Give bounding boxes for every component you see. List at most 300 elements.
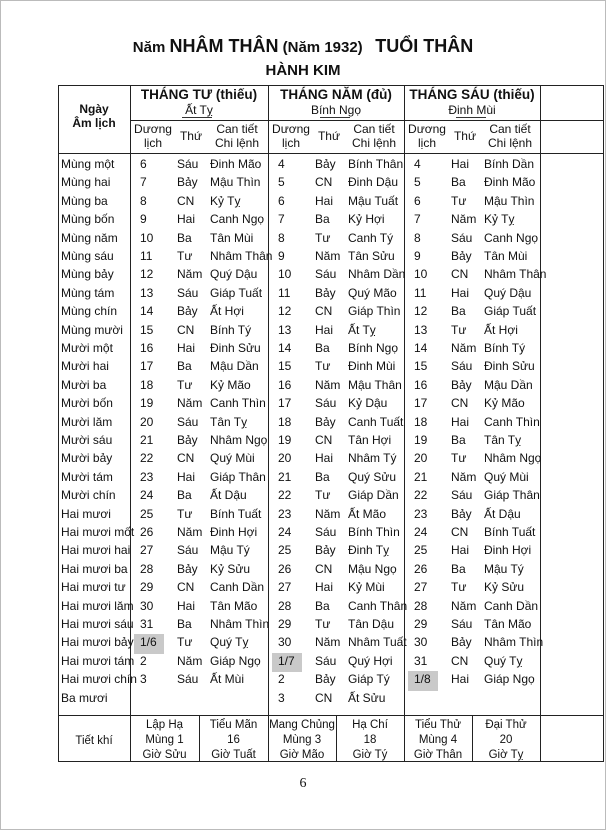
tietkhi-item: Giờ Sửu [142,749,187,761]
cell-can-chi: Mậu Dần [210,359,259,374]
cell-can-chi: Ất Mùi [210,672,245,687]
cell-can-chi: Mậu Ngọ [348,561,397,576]
cell-can-chi: Giáp Thân [210,469,266,484]
cell-can-chi: Quý Tỵ [484,653,523,668]
subheader-can-tiet: Can tiết [489,122,531,136]
cell-can-chi: Nhâm Thìn [210,617,270,631]
cell-can-chi: Đinh Mùi [348,359,396,374]
cell-thu: CN [451,267,469,282]
cell-can-chi: Đinh Hợi [210,525,258,539]
cell-duong-lich: 29 [278,617,292,631]
cell-duong-lich: 13 [414,322,428,337]
cell-thu: Sáu [451,488,473,503]
cell-thu: Tư [177,249,193,263]
cell-can-chi: Mậu Dần [484,377,533,392]
cell-duong-lich: 5 [414,175,421,190]
cell-can-chi: Canh Thân [348,598,408,613]
cell-can-chi: Kỷ Hợi [348,212,385,227]
row-day-label: Mùng ba [61,193,108,208]
cell-duong-lich: 2 [278,672,285,687]
cell-can-chi: Canh Ngọ [210,212,265,227]
cell-can-chi: Bính Tý [484,341,526,355]
cell-thu: Sáu [315,653,337,668]
cell-can-chi: Quý Mùi [210,451,255,466]
cell-duong-lich: 31 [414,653,428,668]
tietkhi-item: Hạ Chí [352,719,388,731]
cell-can-chi: Đinh Hợi [484,543,532,558]
tietkhi-item: Mang Chủng [269,719,335,731]
cell-duong-lich: 22 [140,451,154,466]
cell-duong-lich: 16 [278,377,292,392]
cell-duong-lich: 21 [414,469,428,484]
cell-thu: Bảy [315,414,336,429]
cell-duong-lich: 6 [140,157,147,171]
cell-thu: Năm [315,635,341,650]
cell-can-chi: Kỷ Sửu [210,561,251,576]
cell-duong-lich: 11 [414,285,427,300]
tietkhi-item: Giờ Tuất [211,749,256,761]
month-can-chi: Đinh Mùi [448,103,496,117]
cell-can-chi: Mậu Tý [210,543,250,558]
cell-thu: Năm [451,598,477,613]
row-day-label: Mùng tám [61,285,115,300]
month-title: THÁNG SÁU (thiếu) [409,87,535,102]
cell-thu: Bảy [315,672,336,687]
cell-duong-lich: 6 [278,193,285,208]
tietkhi-label: Tiết khí [75,735,113,747]
tietkhi-item: Giờ Mão [279,749,325,761]
table-vline [268,85,269,762]
cell-can-chi: Giáp Tuất [210,285,263,300]
cell-can-chi: Kỷ Mùi [348,580,385,595]
cell-thu: Ba [451,561,466,576]
cell-thu: Ba [451,175,466,190]
cell-duong-lich: 7 [414,212,421,227]
cell-duong-lich: 9 [278,249,285,263]
cell-can-chi: Canh Dần [210,580,265,595]
cell-can-chi: Quý Mão [348,285,397,300]
cell-can-chi: Tân Mùi [210,230,254,245]
cell-duong-lich: 26 [414,561,428,576]
subheader-can-tiet: Can tiết [353,122,395,136]
tietkhi-item: Giờ Tỵ [488,749,524,761]
cell-duong-lich: 16 [414,377,428,392]
tietkhi-item: Giờ Thân [413,749,463,761]
subheader-chi-lenh: Chi lệnh [487,136,533,150]
cell-duong-lich: 18 [140,377,154,392]
cell-duong-lich: 11 [140,249,153,263]
tietkhi-item: Tiểu Mãn [209,719,258,731]
cell-duong-lich: 17 [140,359,154,374]
cell-thu: Bảy [177,561,198,576]
cell-duong-lich: 19 [278,433,292,447]
cell-thu: Năm [451,341,477,355]
cell-can-chi: Tân Hợi [348,433,392,447]
cell-thu: Hai [315,193,334,208]
tietkhi-item: 20 [499,734,513,746]
cell-thu: Bảy [451,506,472,521]
row-day-label: Mười bốn [61,396,113,411]
cell-duong-lich: 24 [140,488,154,503]
cell-duong-lich: 12 [414,304,428,319]
cell-duong-lich: 17 [278,396,292,411]
cell-thu: Sáu [315,396,337,411]
cell-duong-lich: 1/8 [414,672,431,687]
cell-duong-lich: 4 [278,157,285,171]
cell-duong-lich: 6 [414,193,421,208]
title-tuoi: TUỔI THÂN [375,36,474,56]
cell-can-chi: Giáp Thìn [348,304,401,319]
subheader-thu: Thứ [179,129,203,143]
cell-thu: Sáu [451,359,473,374]
cell-thu: CN [451,653,469,668]
row-day-label: Mùng chín [61,304,118,319]
cell-duong-lich: 8 [278,230,285,245]
row-day-label: Hai mươi tám [61,653,135,668]
cell-can-chi: Quý Mùi [484,469,529,484]
cell-thu: Hai [451,543,470,558]
cell-thu: Bảy [177,433,198,447]
cell-duong-lich: 13 [140,285,154,300]
cell-thu: CN [315,690,333,705]
row-day-label: Mười lăm [61,414,113,429]
cell-duong-lich: 12 [140,267,154,282]
cell-thu: Năm [315,506,341,521]
cell-can-chi: Giáp Ngọ [484,672,535,687]
cell-can-chi: Mậu Thân [348,377,402,392]
cell-thu: Tư [315,617,331,631]
tietkhi-divider [58,715,604,716]
cell-can-chi: Bính Tý [210,322,252,337]
cell-thu: Sáu [177,672,199,687]
cell-duong-lich: 5 [278,175,285,190]
cell-duong-lich: 28 [140,561,154,576]
cell-thu: Năm [177,396,203,411]
cell-duong-lich: 20 [140,414,154,429]
cell-duong-lich: 9 [414,249,421,263]
subheader-lich: lịch [143,136,162,150]
row-day-label: Ba mươi [61,690,108,705]
cell-can-chi: Ất Hợi [210,304,244,319]
cell-thu: CN [315,561,333,576]
cell-can-chi: Nhâm Tý [348,451,397,466]
cell-thu: Tư [451,580,467,595]
header-am-lich: Âm lịch [72,116,116,130]
row-day-label: Hai mươi hai [61,543,131,558]
cell-can-chi: Nhâm Thân [484,267,547,282]
cell-duong-lich: 25 [278,543,292,558]
cell-duong-lich: 15 [278,359,292,374]
cell-duong-lich: 14 [414,341,428,355]
cell-can-chi: Giáp Dần [348,488,399,503]
cell-duong-lich: 28 [278,598,292,613]
cell-can-chi: Giáp Tuất [484,304,537,319]
cell-duong-lich: 20 [414,451,428,466]
cell-thu: CN [177,193,195,208]
cell-can-chi: Giáp Ngọ [210,653,261,668]
cell-thu: Ba [451,304,466,319]
cell-can-chi: Canh Dần [484,598,539,613]
row-day-label: Hai mươi sáu [61,617,134,631]
header-ngay: Ngày [79,102,109,116]
cell-can-chi: Giáp Tý [348,672,390,687]
table-border-top [58,85,604,86]
cell-thu: CN [451,396,469,411]
cell-duong-lich: 28 [414,598,428,613]
cell-duong-lich: 14 [140,304,154,319]
cell-can-chi: Canh Tý [348,230,394,245]
cell-can-chi: Ất Sửu [348,690,386,705]
cell-duong-lich: 20 [278,451,292,466]
cell-thu: Bảy [315,157,336,171]
cell-duong-lich: 13 [278,322,292,337]
cell-duong-lich: 7 [140,175,147,190]
cell-can-chi: Bính Ngọ [348,341,399,355]
cell-can-chi: Ất Dậu [484,506,521,521]
row-day-label: Hai mươi lăm [61,598,134,613]
subheader-chi-lenh: Chi lệnh [214,136,260,150]
cell-thu: Năm [177,267,203,282]
cell-duong-lich: 10 [140,230,154,245]
cell-can-chi: Nhâm Dần [348,267,406,282]
month-can-chi: Bính Ngọ [310,103,362,117]
subheader-thu: Thứ [317,129,341,143]
cell-can-chi: Canh Tuất [348,414,404,429]
title-prefix: Năm [132,39,166,56]
cell-duong-lich: 15 [140,322,154,337]
cell-can-chi: Ất Mão [348,506,387,521]
cell-duong-lich: 7 [278,212,285,227]
cell-thu: Năm [177,525,203,539]
cell-duong-lich: 23 [278,506,292,521]
cell-thu: Tư [451,322,467,337]
cell-thu: Sáu [177,543,199,558]
cell-duong-lich: 23 [140,469,154,484]
cell-can-chi: Bính Tuất [210,506,262,521]
cell-duong-lich: 27 [278,580,292,595]
cell-thu: Tư [315,359,331,374]
cell-can-chi: Nhâm Ngọ [210,433,268,447]
cell-duong-lich: 1/7 [278,653,295,668]
cell-duong-lich: 25 [414,543,428,558]
cell-duong-lich: 26 [140,525,154,539]
cell-thu: Ba [451,433,466,447]
cell-can-chi: Giáp Thân [484,488,540,503]
cell-duong-lich: 29 [414,617,428,631]
cell-duong-lich: 30 [140,598,154,613]
cell-duong-lich: 14 [278,341,292,355]
subheader-divider [130,120,604,121]
row-day-label: Mười bảy [61,451,113,466]
cell-duong-lich: 27 [414,580,428,595]
cell-can-chi: Tân Sửu [348,249,395,263]
cell-can-chi: Tân Mão [210,598,258,613]
cell-thu: Sáu [315,525,337,539]
cell-thu: Ba [315,212,330,227]
cell-can-chi: Ất Tỵ [348,322,376,337]
cell-duong-lich: 12 [278,304,292,319]
cell-thu: Sáu [177,157,199,171]
tietkhi-item: Giờ Tý [352,749,388,761]
cell-thu: Hai [315,322,334,337]
lunar-calendar-table [58,85,604,762]
title-year: (Năm 1932) [282,39,363,56]
cell-thu: Ba [177,359,192,374]
cell-can-chi: Bính Thìn [348,525,400,539]
cell-thu: Ba [315,341,330,355]
cell-can-chi: Nhâm Thân [210,249,273,263]
cell-thu: Sáu [177,414,199,429]
cell-thu: Bảy [451,249,472,263]
cell-can-chi: Đinh Sửu [484,359,535,374]
cell-thu: Tư [451,193,467,208]
cell-can-chi: Tân Mùi [484,249,528,263]
cell-duong-lich: 31 [140,617,154,631]
cell-can-chi: Quý Tỵ [210,635,249,650]
cell-thu: Hai [315,580,334,595]
cell-can-chi: Đinh Mão [484,175,536,190]
cell-thu: Bảy [177,304,198,319]
table-vline [603,85,604,762]
cell-duong-lich: 29 [140,580,154,595]
cell-thu: Năm [315,249,341,263]
cell-duong-lich: 9 [140,212,147,227]
row-day-label: Mùng mười [61,322,123,337]
title-year-name: NHÂM THÂN [169,36,279,56]
tietkhi-item: 16 [227,734,240,746]
cell-can-chi: Đinh Tỵ [348,543,390,558]
row-day-label: Mười một [61,341,113,355]
cell-thu: Sáu [315,267,337,282]
page-subtitle: HÀNH KIM [265,62,341,79]
cell-can-chi: Quý Hợi [348,653,393,668]
cell-thu: Bảy [177,175,198,190]
cell-duong-lich: 8 [140,193,147,208]
row-day-label: Mùng bốn [61,212,115,227]
cell-thu: Bảy [451,635,472,650]
cell-can-chi: Canh Ngọ [484,230,539,245]
tietkhi-item: Mùng 3 [282,734,322,746]
cell-thu: Bảy [315,285,336,300]
can-chi-underline [456,117,486,118]
cell-can-chi: Quý Dậu [484,285,532,300]
row-day-label: Mười tám [61,469,113,484]
cell-duong-lich: 27 [140,543,154,558]
cell-thu: Hai [315,451,334,466]
cell-duong-lich: 19 [414,433,428,447]
cell-can-chi: Bính Tuất [484,525,536,539]
row-day-label: Mùng bảy [61,267,114,282]
subheader-chi-lenh: Chi lệnh [351,136,397,150]
row-day-label: Mười hai [61,359,109,374]
cell-thu: Hai [451,157,470,171]
cell-can-chi: Nhâm Tuất [348,635,407,650]
page-number: 6 [299,776,307,791]
subheader-thu: Thứ [453,129,477,143]
month-title: THÁNG NĂM (đủ) [280,87,392,102]
month-header-3 [404,87,540,117]
cell-can-chi: Kỷ Tỵ [484,212,515,227]
month-header-2 [268,87,404,117]
cell-thu: Năm [451,469,477,484]
cell-duong-lich: 21 [140,433,154,447]
cell-can-chi: Tân Tỵ [210,414,248,429]
row-day-label: Hai mươi bảy [61,635,134,650]
cell-can-chi: Ất Hợi [484,322,518,337]
cell-thu: Tư [451,451,467,466]
subheader-duong: Dương [272,122,310,136]
cell-duong-lich: 10 [414,267,428,282]
can-chi-underline [182,117,212,118]
cell-thu: Tư [315,230,331,245]
row-day-label: Mùng năm [61,230,118,245]
cell-duong-lich: 11 [278,285,291,300]
cell-thu: Năm [315,377,341,392]
cell-can-chi: Kỷ Mão [484,396,525,411]
cell-duong-lich: 16 [140,341,154,355]
cell-duong-lich: 10 [278,267,292,282]
cell-can-chi: Đinh Dậu [348,175,399,190]
cell-can-chi: Quý Dậu [210,267,258,282]
cell-duong-lich: 30 [278,635,292,650]
cell-duong-lich: 2 [140,653,147,668]
row-day-label: Hai mươi mốt [61,525,135,539]
table-vline [404,85,405,762]
month-header-1 [130,87,268,117]
cell-can-chi: Mậu Tuất [348,193,399,208]
cell-thu: CN [315,175,333,190]
cell-duong-lich: 24 [278,525,292,539]
cell-can-chi: Canh Thìn [210,396,266,411]
cell-duong-lich: 3 [140,672,147,687]
cell-duong-lich: 1/6 [140,635,157,650]
cell-thu: Tư [177,377,193,392]
cell-duong-lich: 23 [414,506,428,521]
cell-thu: Sáu [451,230,473,245]
cell-thu: Ba [315,598,330,613]
cell-duong-lich: 18 [278,414,292,429]
cell-thu: Hai [177,469,196,484]
cell-can-chi: Bính Thân [348,157,404,171]
cell-thu: Hai [177,598,196,613]
cell-thu: Hai [177,212,196,227]
row-day-label: Mùng một [61,157,115,171]
cell-can-chi: Canh Thìn [484,414,540,429]
cell-duong-lich: 30 [414,635,428,650]
cell-thu: Bảy [315,543,336,558]
row-day-label: Hai mươi ba [61,561,128,576]
subheader-lich: lịch [417,136,436,150]
tietkhi-item: Lập Hạ [145,719,184,731]
cell-thu: Bảy [451,377,472,392]
cell-can-chi: Đinh Sửu [210,341,261,355]
subheader-lich: lịch [281,136,300,150]
cell-thu: Năm [177,653,203,668]
cell-thu: Tư [315,488,331,503]
cell-can-chi: Quý Sửu [348,469,397,484]
cell-thu: Sáu [451,617,473,631]
subheader-can-tiet: Can tiết [216,122,258,136]
cell-thu: CN [177,580,195,595]
cell-can-chi: Kỷ Tỵ [210,193,241,208]
table-vline [58,85,59,762]
cell-thu: Hai [177,341,196,355]
cell-thu: CN [177,451,195,466]
cell-duong-lich: 26 [278,561,292,576]
cell-can-chi: Nhâm Thìn [484,635,544,650]
cell-duong-lich: 22 [414,488,428,503]
tietkhi-item: Mùng 1 [145,734,184,746]
